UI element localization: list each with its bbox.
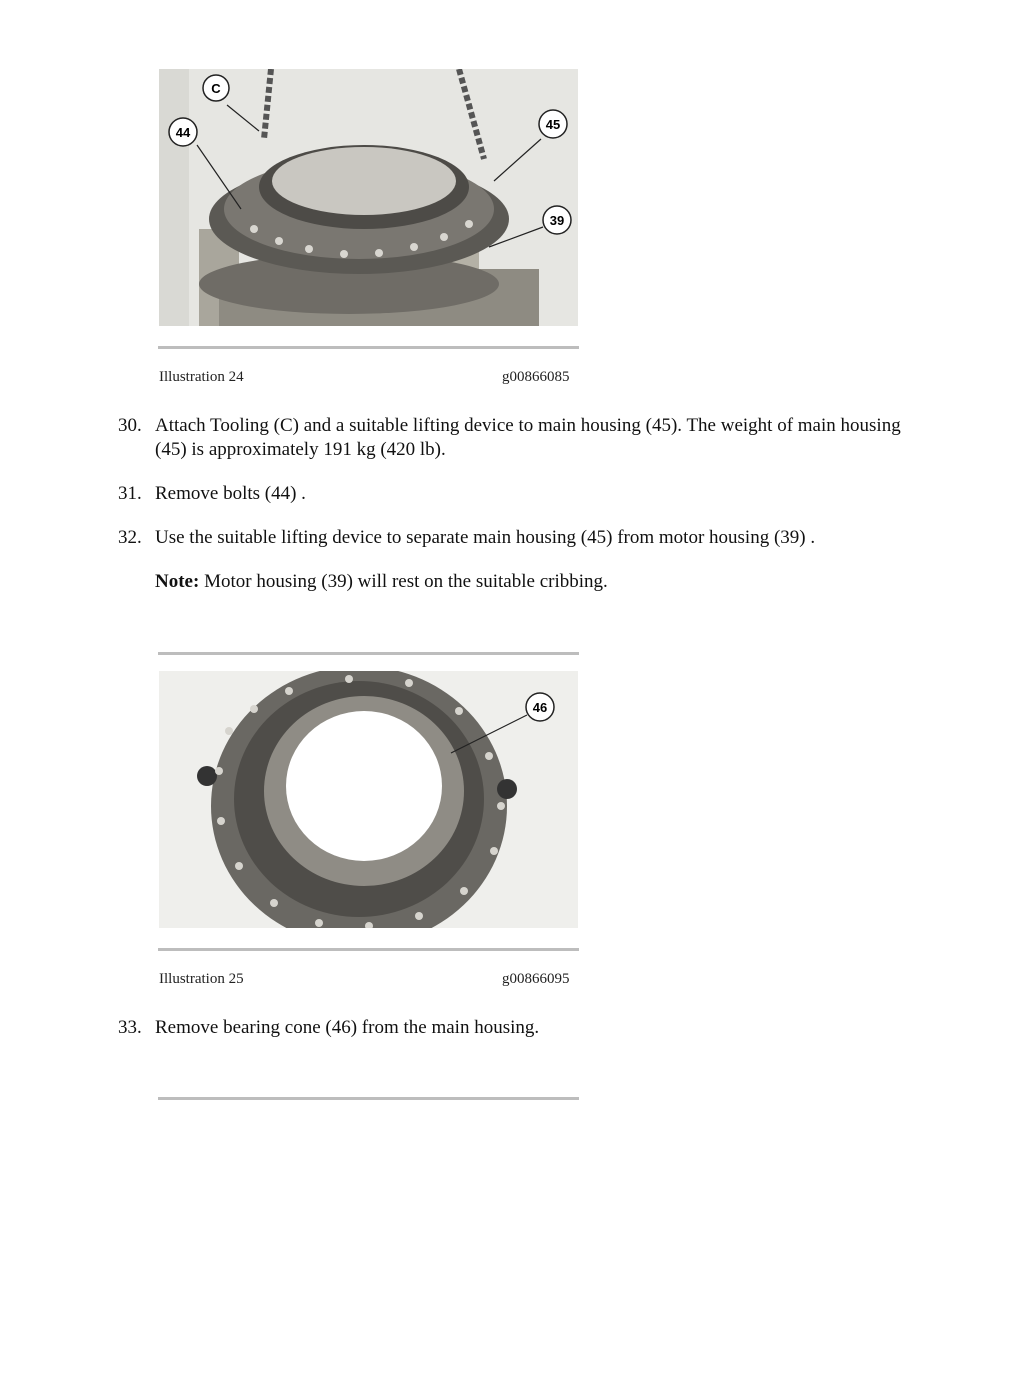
note-text: Motor housing (39) will rest on the suitable cribbing.: [199, 571, 608, 592]
illustration-25-code: g00866095: [502, 971, 570, 987]
step-31: [118, 482, 918, 508]
step-33: [118, 1016, 918, 1042]
illustration-24-caption: Illustration 24: [159, 369, 244, 385]
figure-rule: [158, 1097, 579, 1100]
illustration-25-photo: [159, 671, 578, 928]
step-number: 33.: [118, 1017, 142, 1038]
step-text: Use the suitable lifting device to separate main housing (45) from motor housing (39) .: [155, 527, 816, 548]
callout-44: 44: [175, 125, 191, 140]
step-32: [118, 526, 918, 552]
callout-39: 39: [549, 213, 565, 228]
illustration-24-code: g00866085: [502, 369, 570, 385]
figure-rule: [158, 346, 579, 349]
figure-rule: [158, 948, 579, 951]
callout-46: 46: [532, 700, 548, 715]
step-number: 30.: [118, 415, 142, 436]
callout-45: 45: [545, 117, 561, 132]
illustration-24-photo: [159, 69, 578, 326]
step-30: [118, 414, 918, 464]
figure-rule: [158, 652, 579, 655]
step-text: Remove bolts (44) .: [155, 483, 306, 504]
note: [155, 570, 608, 594]
illustration-25-caption: Illustration 25: [159, 971, 244, 987]
callout-c: C: [211, 81, 221, 96]
step-number: 32.: [118, 527, 142, 548]
note-label: Note:: [155, 571, 200, 592]
step-text: Remove bearing cone (46) from the main housing.: [155, 1017, 540, 1038]
step-text: Attach Tooling (C) and a suitable lifting device to main housing (45). The weight of main housing (45) is approximately 191 kg (420 lb).: [155, 415, 901, 460]
step-number: 31.: [118, 483, 142, 504]
